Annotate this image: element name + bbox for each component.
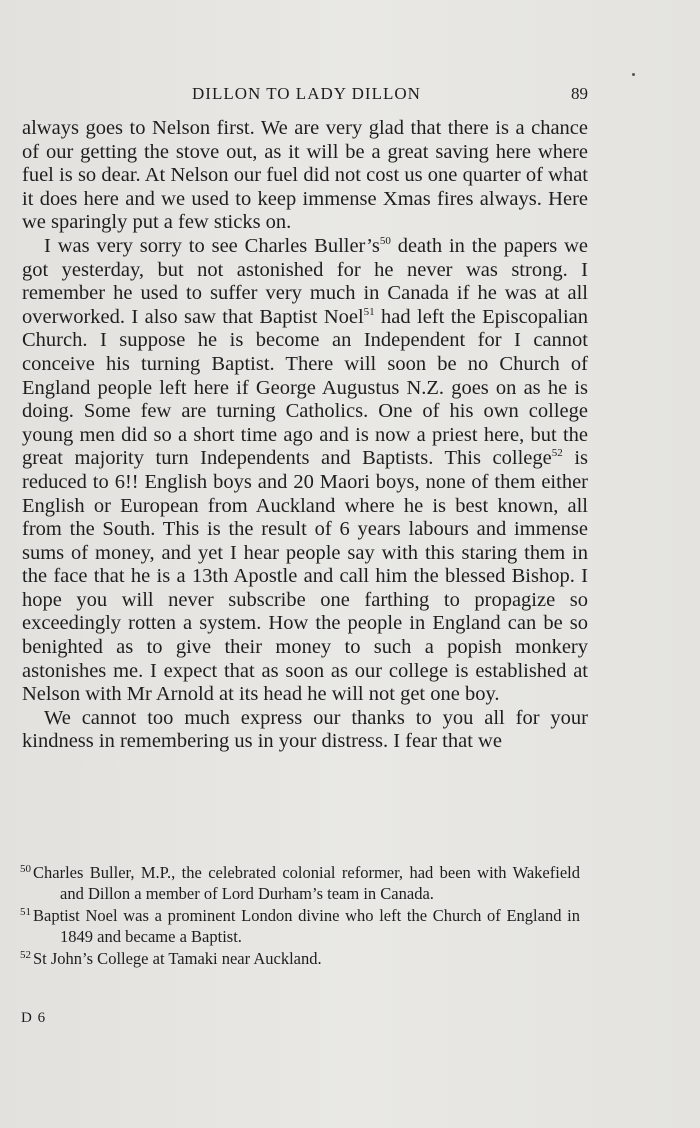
footnote-number: 51 [20,905,31,918]
paragraph-2 [22,235,588,707]
signature-mark: D 6 [21,1010,47,1026]
paragraph-1: always goes to Nelson first. We are very glad that there is a chance of our getting the stove out, as it will be a great saving here where fuel is so dear. At Nelson our fuel did not cost us one quarter of what it does here and we used to keep immense Xmas fires always. Here we sparingly put a few sticks on. [22,117,588,234]
page-number: 89 [571,84,588,103]
running-title: DILLON TO LADY DILLON [192,84,421,103]
paragraph-3: We cannot too much express our thanks to you all for your kindness in remembering us in your distress. I fear that we [22,706,588,753]
footnotes [20,862,580,970]
paragraph-2-part-a: I was very sorry to see Charles Buller’s [44,234,380,257]
paper-speck [632,73,635,76]
footnote-51 [20,905,580,947]
footnote-ref-50: 50 [379,235,391,248]
footnote-ref-51: 51 [363,305,375,318]
footnote-50 [20,862,580,904]
running-header [22,84,588,108]
footnote-number: 50 [20,862,31,875]
paragraph-2-part-d: is reduced to 6!! English boys and 20 Maori boys, none of them either English or European from Auckland where he is best known, all from the South. This is the result of 6 years labours and immense sums of money, and yet I hear people say with this staring them in the face that he is a 13th Apostle and call him the blessed Bishop. I hope you will never subscribe one farthing to propagize so exceedingly rotten a system. How the people in England can be so benighted as to give their money to such a popish monkery astonishes me. I expect that as soon as our college is established at Nelson with Mr Arnold at its head he will not get one boy. [22,447,588,706]
footnote-ref-52: 52 [551,447,563,460]
paragraph-2-part-c: had left the Episcopalian Church. I suppose he is become an Independent for I cannot conceive his turning Baptist. There will soon be no Church of England people left here if George Augustus N.Z. goes on as he is doing. Some few are turning Catholics. One of his own college young men did so a short time ago and is now a priest here, but the great majority turn Independents and Baptists. This college [22,305,589,470]
footnote-number: 52 [20,948,31,961]
body-text [22,117,588,754]
footnote-52 [20,948,580,969]
paragraph-2-part-b: death in the papers we got yesterday, but not astonished for he never was strong. I remember he used to suffer very much in Canada if he was at all overworked. I also saw that Baptist Noel [22,234,588,328]
footnote-text: Charles Buller, M.P., the celebrated colonial reformer, had been with Wakefield and Dillon a member of Lord Durham’s team in Canada. [33,863,580,903]
footnote-text: Baptist Noel was a prominent London divine who left the Church of England in 1849 and became a Baptist. [33,906,580,946]
footnote-text: St John’s College at Tamaki near Auckland. [33,949,322,968]
